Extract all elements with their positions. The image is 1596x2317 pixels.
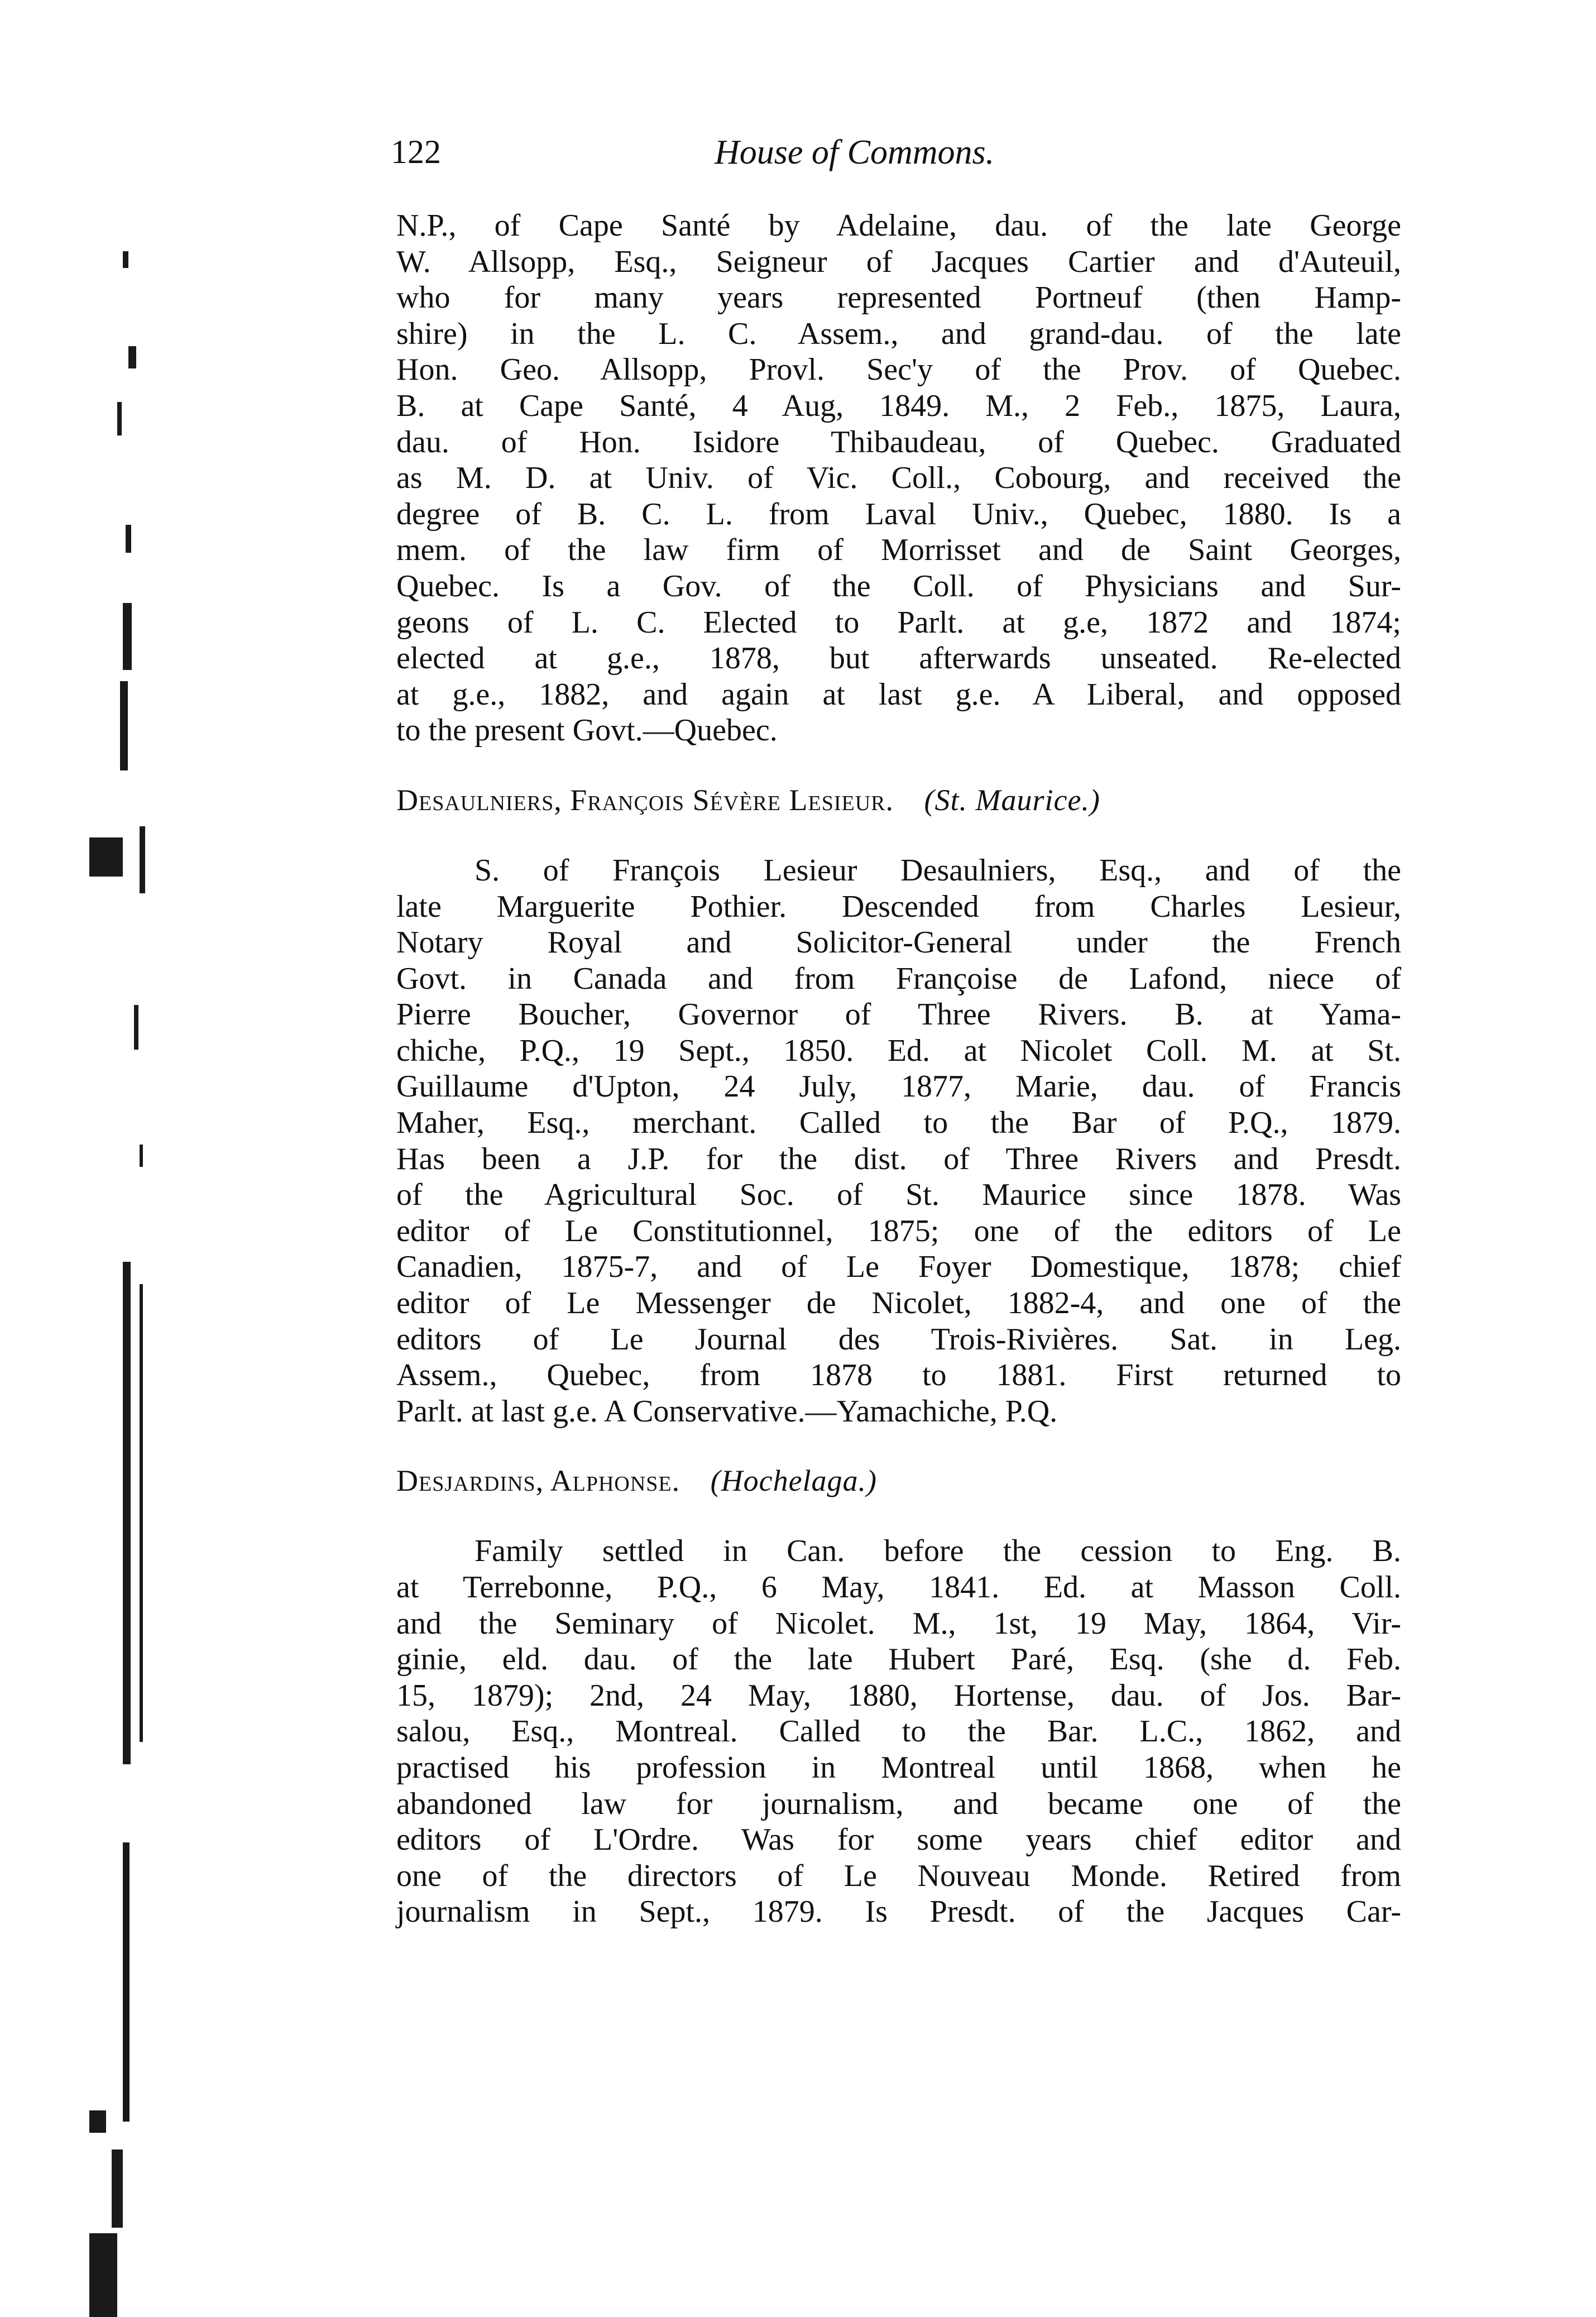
text-line: ginie, eld. dau. of the late Hubert Paré, Esq. (she d. Feb.	[396, 1642, 1401, 1677]
text-line: to the present Govt.—Quebec.	[396, 713, 778, 748]
text-line: Parlt. at last g.e. A Conservative.—Yamachiche, P.Q.	[396, 1394, 1058, 1429]
text-line: W. Allsopp, Esq., Seigneur of Jacques Cartier and d'Auteuil,	[396, 244, 1401, 279]
text-line: elected at g.e., 1878, but afterwards unseated. Re-elected	[396, 641, 1401, 676]
text-line: editor of Le Constitutionnel, 1875; one of the editors of Le	[396, 1213, 1401, 1248]
page-number: 122	[391, 133, 441, 170]
text-line: mem. of the law firm of Morrisset and de Saint Georges,	[396, 533, 1401, 568]
page-header	[391, 133, 1401, 178]
entry-heading	[396, 1463, 1401, 1499]
text-line: S. of François Lesieur Desaulniers, Esq., and of the	[475, 853, 1401, 888]
entry-body	[396, 853, 1401, 1430]
text-line: degree of B. C. L. from Laval Univ., Quebec, 1880. Is a	[396, 496, 1401, 532]
text-line: Assem., Quebec, from 1878 to 1881. First returned to	[396, 1358, 1401, 1393]
entry-riding: (St. Maurice.)	[924, 783, 1100, 817]
text-line: Guillaume d'Upton, 24 July, 1877, Marie, dau. of Francis	[396, 1069, 1401, 1104]
body-text	[396, 208, 1401, 1930]
text-line: dau. of Hon. Isidore Thibaudeau, of Quebec. Graduated	[396, 424, 1401, 459]
biography-entry-desaulniers	[396, 782, 1401, 1430]
entry-heading	[396, 782, 1401, 818]
text-line: Family settled in Can. before the cession to Eng. B.	[475, 1534, 1401, 1569]
text-line: who for many years represented Portneuf (then Hamp-	[396, 280, 1401, 315]
text-line: Govt. in Canada and from Françoise de Lafond, niece of	[396, 961, 1401, 996]
text-line: salou, Esq., Montreal. Called to the Bar. L.C., 1862, and	[396, 1714, 1401, 1749]
text-line: Has been a J.P. for the dist. of Three Rivers and Presdt.	[396, 1141, 1401, 1176]
text-line: editors of Le Journal des Trois-Rivières. Sat. in Leg.	[396, 1322, 1401, 1357]
text-line: Hon. Geo. Allsopp, Provl. Sec'y of the Prov. of Quebec.	[396, 352, 1401, 387]
text-line: 15, 1879); 2nd, 24 May, 1880, Hortense, dau. of Jos. Bar-	[396, 1678, 1401, 1713]
text-line: one of the directors of Le Nouveau Monde. Retired from	[396, 1858, 1401, 1893]
text-line: Quebec. Is a Gov. of the Coll. of Physicians and Sur-	[396, 568, 1401, 604]
text-line: Notary Royal and Solicitor-General under the French	[396, 925, 1401, 960]
text-line: editors of L'Ordre. Was for some years chief editor and	[396, 1822, 1401, 1858]
text-line: at g.e., 1882, and again at last g.e. A Liberal, and opposed	[396, 677, 1401, 712]
binding-edge-scan-marks	[56, 167, 145, 2177]
text-line: Maher, Esq., merchant. Called to the Bar of P.Q., 1879.	[396, 1105, 1401, 1141]
text-line: B. at Cape Santé, 4 Aug, 1849. M., 2 Feb., 1875, Laura,	[396, 388, 1401, 423]
text-line: as M. D. at Univ. of Vic. Coll., Cobourg, and received the	[396, 461, 1401, 496]
entry-riding: (Hochelaga.)	[710, 1464, 878, 1498]
text-line: geons of L. C. Elected to Parlt. at g.e, 1872 and 1874;	[396, 605, 1401, 640]
text-line: N.P., of Cape Santé by Adelaine, dau. of the late George	[396, 208, 1401, 243]
text-line: of the Agricultural Soc. of St. Maurice since 1878. Was	[396, 1177, 1401, 1213]
text-line: Pierre Boucher, Governor of Three Rivers. B. at Yama-	[396, 997, 1401, 1032]
text-line: journalism in Sept., 1879. Is Presdt. of the Jacques Car-	[396, 1894, 1401, 1930]
text-line: at Terrebonne, P.Q., 6 May, 1841. Ed. at Masson Coll.	[396, 1570, 1401, 1605]
continuation-paragraph	[396, 208, 1401, 749]
text-line: late Marguerite Pothier. Descended from Charles Lesieur,	[396, 889, 1401, 924]
text-line: shire) in the L. C. Assem., and grand-dau. of the late	[396, 316, 1401, 351]
text-line: Canadien, 1875-7, and of Le Foyer Domestique, 1878; chief	[396, 1250, 1401, 1285]
entry-body	[396, 1533, 1401, 1930]
entry-name: Desaulniers, François Sévère Lesieur.	[396, 783, 894, 817]
text-line: practised his profession in Montreal until 1868, when he	[396, 1750, 1401, 1785]
entry-name: Desjardins, Alphonse.	[396, 1464, 680, 1498]
text-line: abandoned law for journalism, and became one of the	[396, 1786, 1401, 1821]
text-line: and the Seminary of Nicolet. M., 1st, 19 May, 1864, Vir-	[396, 1606, 1401, 1641]
text-line: editor of Le Messenger de Nicolet, 1882-4, and one of the	[396, 1286, 1401, 1321]
running-head: House of Commons.	[715, 133, 995, 171]
biography-entry-desjardins	[396, 1463, 1401, 1930]
text-line: chiche, P.Q., 19 Sept., 1850. Ed. at Nicolet Coll. M. at St.	[396, 1033, 1401, 1068]
